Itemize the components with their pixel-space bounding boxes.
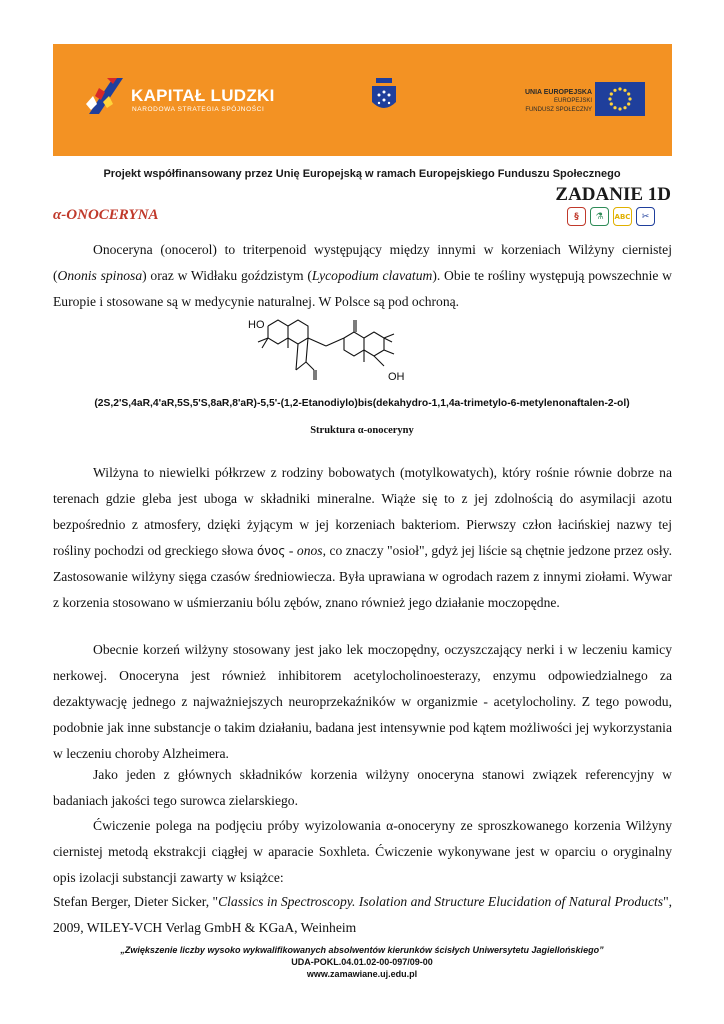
onocerin-structure-diagram (248, 318, 438, 386)
footer-project-title: „Zwiększenie liczby wysoko wykwalifikowanych absolwentów kierunków ścisłych Uniwersytetu Jagiellońskiego” (120, 945, 604, 955)
kapital-ludzki-logo-icon (83, 74, 129, 118)
header-banner (53, 44, 672, 156)
kapital-ludzki-title: KAPITAŁ LUDZKI (131, 86, 275, 105)
footer (0, 944, 724, 980)
project-cofinancing-line: Projekt współfinansowany przez Unię Europejską w ramach Europejskiego Funduszu Społecznego (103, 168, 621, 180)
eu-line-2: EUROPEJSKI (553, 98, 592, 104)
paragraph-4: Jako jeden z głównych składników korzenia wilżyny onoceryna stanowi związek referencyjny w badaniach jakości tego surowca zielarskiego. (53, 767, 672, 808)
abc-icon: ABC (613, 207, 632, 226)
lab-glassware-icon: ⚗ (590, 207, 609, 226)
footer-website-link[interactable]: www.zamawiane.uj.edu.pl (306, 969, 418, 979)
hazard-icons (567, 207, 655, 226)
eu-line-1: UNIA EUROPEJSKA (524, 89, 592, 96)
eu-text (525, 88, 592, 115)
figure-caption: Struktura α-onoceryny (310, 425, 414, 436)
oh-label: OH (388, 371, 405, 383)
kapital-ludzki-subtitle: NARODOWA STRATEGIA SPÓJNOŚCI (132, 106, 265, 113)
intro-paragraph: Onoceryna (onocerol) to triterpenoid występujący między innymi w korzeniach Wilżyny ciernistej (Ononis spinosa) oraz w Widłaku goździstym (Lycopodium clavatum). Obie te rośliny występują powszechnie w Europie i stosowane są w medycynie naturalnej. W Polsce są pod ochroną. (53, 242, 673, 309)
eu-line-3: FUNDUSZ SPOŁECZNY (525, 107, 592, 113)
poland-emblem-icon (369, 76, 399, 116)
page-title: α-ONOCERYNA (53, 207, 159, 223)
book-reference: Stefan Berger, Dieter Sicker, "Classics in Spectroscopy. Isolation and Structure Elucidation of Natural Products", 2009, WILEY-VCH Verlag GmbH & KGaA, Weinheim (53, 894, 673, 935)
eu-flag-icon (595, 82, 645, 116)
iupac-name: (2S,2'S,4aR,4'aR,5S,5'S,8aR,8'aR)-5,5'-(1,2-Etanodiylo)bis(dekahydro-1,1,4a-trimetylo-6-metylenonaftalen-2-ol) (94, 398, 630, 409)
task-label: ZADANIE 1D (555, 184, 671, 205)
paragraph-5: Ćwiczenie polega na podjęciu próby wyizolowania α-onoceryny ze sproszkowanego korzenia Wilżyny ciernistej metodą ekstrakcji ciągłej w aparacie Soxhleta. Ćwiczenie wykonywane jest w oparciu o oryginalny opis izolacji substancji zawarty w książce: (53, 818, 672, 885)
safety-icon: § (567, 207, 586, 226)
ho-label: HO (248, 319, 265, 331)
footer-project-code: UDA-POKL.04.01.02-00-097/09-00 (291, 957, 433, 967)
paragraph-2: Wilżyna to niewielki półkrzew z rodziny bobowatych (motylkowatych), który rośnie równie dobrze na terenach gdzie gleba jest uboga w składniki mineralne. Wiąże się to z jej zdolnością do asymilacji azotu bezpośrednio z atmosfery, dzięki żyjącym w jej korzeniach bakteriom. Pierwszy człon łacińskiej nazwy tej rośliny pochodzi od greckiego słowa όνος - onos, co znaczy "osioł", gdyż jej liście są chętnie jedzone przez osły. Zastosowanie wilżyny sięga czasów średniowiecza. Była uprawiana w ogrodach razem z innymi ziołami. Wywar z korzenia stosowano w uśmierzaniu bólu zębów, znano również jego działanie moczopędne. (53, 465, 672, 610)
tools-icon: ✂ (636, 207, 655, 226)
paragraph-3: Obecnie korzeń wilżyny stosowany jest jako lek moczopędny, oczyszczający nerki i w leczeniu kamicy nerkowej. Onoceryna jest również inhibitorem acetylocholinoesterazy, enzymu odpowiedzialnego za dezaktywację jednego z najważniejszych neuroprzekaźników w organizmie - acetylocholiny. Z tego powodu, podobnie jak inne substancje o takim działaniu, badana jest intensywnie pod kątem możliwości jej wykorzystania w leczeniu choroby Alzheimera. (53, 642, 672, 761)
